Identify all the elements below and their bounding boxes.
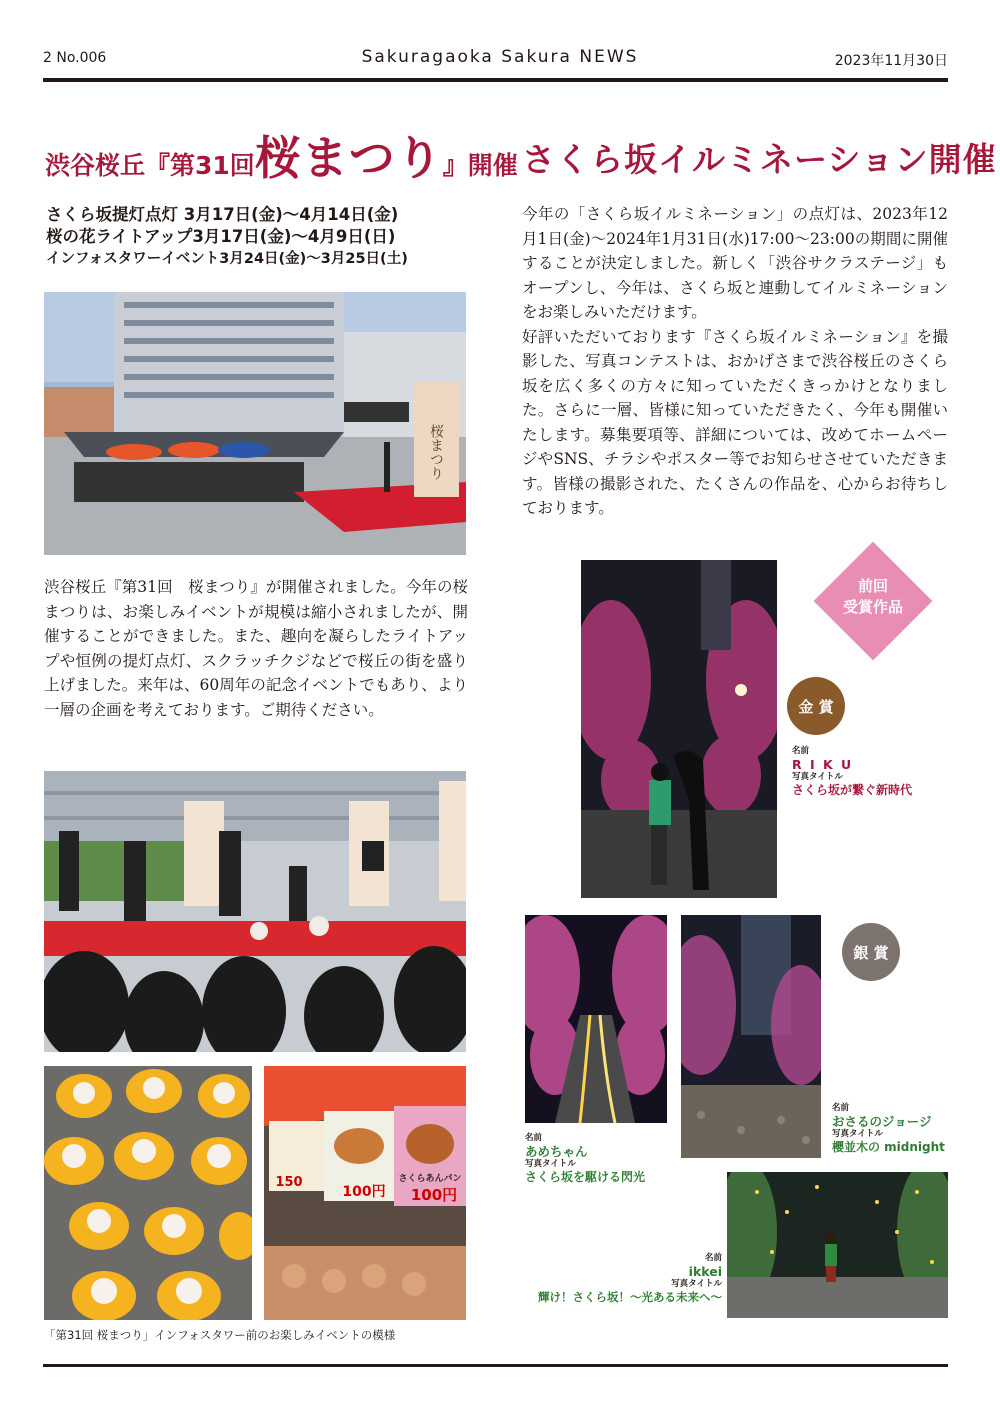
headline-part1: 渋谷桜丘『第31回 [45,151,255,180]
badge-line2: 受賞作品 [842,598,903,616]
gold-photo-title: さくら坂が繋ぐ新時代 [792,783,913,797]
illumination-headline: さくら坂イルミネーション開催 [522,140,997,179]
silver2-name-label: 名前 [832,1103,850,1113]
silver3-title-label: 写真タイトル [671,1279,722,1289]
festival-stage-photo [44,292,466,555]
gold-title-label: 写真タイトル [792,772,843,782]
silver2-title-label: 写真タイトル [832,1129,883,1139]
newsletter-title: Sakuragaoka Sakura NEWS [361,47,639,67]
silver3-name-label: 名前 [704,1253,722,1263]
header-rule [43,78,948,82]
illumination-body-text: 今年の「さくら坂イルミネーション」の点灯は、2023年12月1日(金)～2024年1月31日(水)17:00～23:00の期間に開催することが決定しました。新しく「渋谷サクラステージ」もオープンし、今年は、さくら坂と連動してイルミネーションをお楽しみいただけます。 好評いただいております『さくら坂イルミネーション』を撮影した、写真コンテストは、おかげさまで渋谷桜丘のさくら坂を広く多くの方々に知っていただくきっかけとなりました。さらに一層、皆様に知っていただきたく、今年も開催いたします。募集要項等、詳細については、改めてホームページやSNS、チラシやポスター等でお知らせさせていただきます。皆様の撮影された、たくさんの作品を、心からお待ちしております。 [522,205,948,517]
gold-award-photo [581,560,777,898]
headline-big: 桜まつり [254,131,443,185]
gold-name-label: 名前 [792,746,810,756]
stall-price-3: 150 [275,1175,303,1190]
headline-part2: 』開催 [442,151,518,180]
silver1-name-label: 名前 [525,1133,543,1143]
page-number: 2 No.006 [43,50,107,66]
silver2-photo-title: 櫻並木の midnight [832,1140,945,1154]
festival-headline [45,118,518,188]
silver-award-badge: 銀 賞 [842,923,900,981]
gold-credit [792,746,912,798]
photo-caption: 「第31回 桜まつり」インフォスタワー前のお楽しみイベントの模様 [44,1328,396,1342]
event-schedule [46,204,408,270]
silver-award-photo-3 [727,1172,948,1318]
silver1-winner-name: あめちゃん [525,1144,588,1159]
banner-text: 桜まつり [428,424,444,480]
silver-award-photo-2 [681,915,821,1158]
dog-show-photo [44,771,466,1052]
dessert-cups-photo [44,1066,252,1320]
silver1-photo-title: さくら坂を駆ける閃光 [525,1170,646,1184]
gold-award-badge: 金 賞 [787,677,845,735]
issue-date: 2023年11月30日 [834,53,948,69]
silver-credit-1 [525,1133,645,1185]
silver-credit-2 [832,1103,945,1155]
stall-sign-text: さくらあんパン [398,1174,462,1184]
silver3-winner-name: ikkei [688,1264,722,1279]
gold-winner-name: R I K U [792,757,854,772]
badge-text [823,576,923,618]
schedule-lantern: さくら坂提灯点灯 3月17日(金)～4月14日(金) [46,205,399,224]
stall-price-1: 100円 [410,1186,458,1204]
footer-rule [43,1364,948,1367]
silver-credit-3 [522,1253,722,1305]
badge-line1: 前回 [857,577,888,595]
festival-body-text: 渋谷桜丘『第31回 桜まつり』が開催されました。今年の桜まつりは、お楽しみイベントが規模は縮小されましたが、開催することができました。また、趣向を凝らしたライトアップや恒例の提灯点灯、スクラッチクジなどで桜丘の街を盛り上げました。来年は、60周年の記念イベントでもあり、より一層の企画を考えております。ご期待ください。 [44,578,468,719]
schedule-lightup: 桜の花ライトアップ3月17日(金)～4月9日(日) [46,227,396,246]
silver-award-photo-1 [525,915,667,1123]
silver2-winner-name: おさるのジョージ [832,1114,932,1129]
schedule-infos-tower: インフォスタワーイベント3月24日(金)～3月25日(土) [46,251,408,267]
bread-stall-photo [264,1066,466,1320]
stall-price-2: 100円 [342,1184,386,1200]
silver3-photo-title: 輝け！さくら坂！～光ある未来へ～ [538,1290,722,1304]
silver1-title-label: 写真タイトル [525,1159,576,1169]
